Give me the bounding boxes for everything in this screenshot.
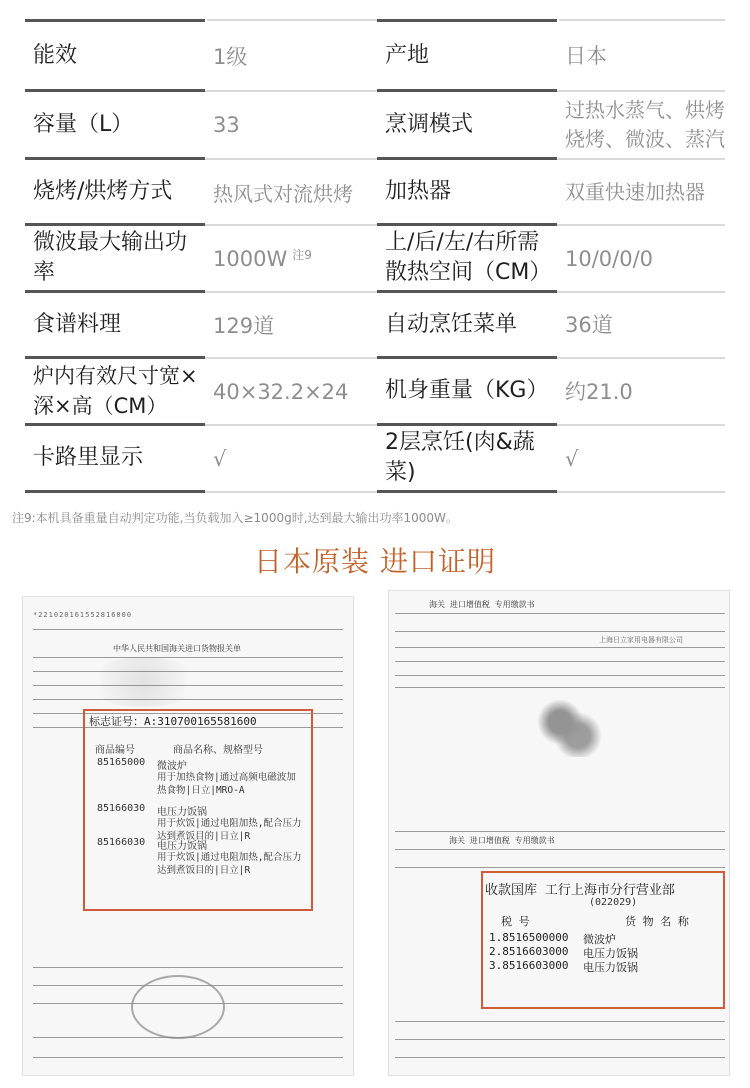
spec-label: 能效 [25,22,205,92]
spec-value: 1级 [205,22,377,92]
spec-value: 双重快速加热器 [557,160,725,226]
item-code: 1.8516500000 [489,931,569,944]
spec-row [25,426,725,493]
spec-value: 过热水蒸气、烘烤烧烤、微波、蒸汽 [557,92,725,160]
item-name: 电压力饭锅 [583,947,638,960]
spec-row [25,293,725,359]
customs-declaration-image [22,596,354,1076]
spec-label: 2层烹饪(肉&蔬菜) [377,426,557,493]
footnote-marker: 注9 [292,248,312,262]
spec-value: 129道 [205,293,377,359]
spec-value [205,226,377,293]
spec-value: 日本 [557,22,725,92]
spec-value-text: 1000W [213,246,288,271]
spec-label: 烹调模式 [377,92,557,160]
column-name: 货 物 名 称 [625,915,689,928]
spec-label: 炉内有效尺寸宽×深×高（CM） [25,359,205,426]
spec-row [25,160,725,226]
spec-value: 33 [205,92,377,160]
spec-label: 加热器 [377,160,557,226]
item-name: 电压力饭锅 [157,841,207,852]
item-desc: 用于炊饭|通过电阻加热,配合压力达到煮饭目的|日立|R [157,818,302,842]
form-title: 中华人民共和国海关进口货物报关单 [113,644,241,653]
spec-row [25,226,725,293]
spec-value: √ [557,426,725,493]
spec-label: 微波最大输出功率 [25,226,205,293]
spec-value: 热风式对流烘烤 [205,160,377,226]
spec-value: 约21.0 [557,359,725,426]
spec-table [25,19,725,493]
column-name: 商品名称、规格型号 [173,745,263,756]
footnote: 注9:本机具备重量自动判定功能,当负载加入≥1000g时,达到最大输出功率1000W。 [12,511,458,525]
section-heading: 日本原装 进口证明 [254,545,496,578]
spec-label: 自动烹饪菜单 [377,293,557,359]
item-code: 3.8516603000 [489,959,569,972]
spec-label: 产地 [377,22,557,92]
form-title: 海关 进口增值税 专用缴款书 [449,836,555,845]
customs-seal-stamp [131,975,225,1039]
spec-row [25,92,725,160]
form-serial: *221020161552816000 [33,611,133,619]
item-desc: 用于加热食物|通过高频电磁波加热食物|日立|MRO-A [157,772,296,796]
payer-name: 上海日立家用电器有限公司 [599,636,683,644]
form-title: 海关 进口增值税 专用缴款书 [429,600,535,609]
box-code: (022029) [589,897,638,908]
spec-value: √ [205,426,377,493]
item-code: 2.8516603000 [489,945,569,958]
item-name: 微波炉 [157,761,187,772]
column-code: 商品编号 [95,745,135,756]
spec-label: 食谱料理 [25,293,205,359]
spec-label: 容量（L） [25,92,205,160]
box-heading: 标志证号：A:310700165581600 [89,715,257,728]
column-code: 税 号 [501,915,530,928]
item-code: 85165000 [97,757,146,768]
spec-value: 40×32.2×24 [205,359,377,426]
box-heading: 收款国库 工行上海市分行营业部 [485,883,675,898]
vat-payment-form-image [388,590,730,1076]
item-code: 85166030 [97,803,146,814]
spec-label: 上/后/左/右所需散热空间（CM） [377,226,557,293]
spec-label: 烧烤/烘烤方式 [25,160,205,226]
item-name: 微波炉 [583,933,616,946]
spec-label: 机身重量（KG） [377,359,557,426]
item-desc: 用于炊饭|通过电阻加热,配合压力达到煮饭目的|日立|R [157,852,302,876]
official-seal-stamp [515,687,605,757]
item-code: 85166030 [97,837,146,848]
spec-label: 卡路里显示 [25,426,205,493]
spec-row [25,359,725,426]
item-name: 电压力饭锅 [157,807,207,818]
item-name: 电压力饭锅 [583,961,638,974]
spec-value: 10/0/0/0 [557,226,725,293]
spec-row [25,22,725,92]
spec-value: 36道 [557,293,725,359]
